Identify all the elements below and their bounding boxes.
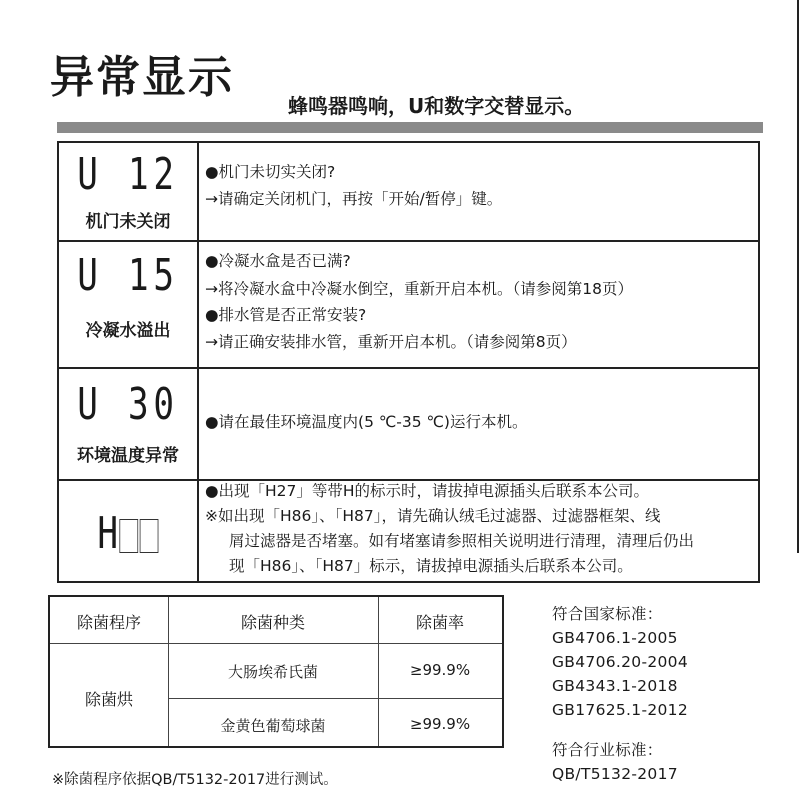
error-description: [205, 369, 754, 479]
error-code-cell: [59, 242, 199, 367]
standard-item: GB4706.20-2004: [552, 653, 688, 671]
header-divider: [57, 122, 763, 133]
error-description: [205, 481, 754, 583]
error-code-display: [74, 508, 182, 559]
sterilization-rate: ≥99.9%: [409, 661, 471, 679]
standard-item: GB4706.1-2005: [552, 629, 678, 647]
page-subtitle: 蜂鸣器鸣响，U和数字交替显示。: [288, 94, 585, 118]
error-description: [205, 242, 754, 367]
desc-line: →请确定关闭机门，再按「开始/暂停」键。: [205, 190, 503, 208]
sterilization-table: [48, 595, 504, 748]
national-standards-title: 符合国家标准：: [552, 605, 663, 623]
bacteria-type: 大肠埃希氏菌: [227, 663, 318, 681]
desc-line: ●请在最佳环境温度内(5 ℃-35 ℃)运行本机。: [205, 413, 528, 431]
error-row-h: [59, 481, 758, 583]
error-code-cell: [59, 369, 199, 479]
error-row-u15: [59, 242, 758, 369]
error-code-label: 冷凝水溢出: [85, 321, 171, 341]
desc-line: ※如出现「H86」、「H87」，请先确认绒毛过滤器、过滤器框架、线: [205, 507, 661, 525]
error-code-label: 机门未关闭: [85, 212, 171, 232]
error-code-label: 环境温度异常: [77, 446, 179, 466]
desc-line: ●机门未切实关闭?: [205, 163, 336, 181]
error-code-cell: [59, 481, 199, 583]
table-divider: [50, 643, 502, 644]
desc-line: →将冷凝水盒中冷凝水倒空，重新开启本机。（请参阅第18页）: [205, 280, 633, 298]
desc-line: →请正确安装排水管，重新开启本机。（请参阅第8页）: [205, 333, 577, 351]
sterilization-program: 除菌烘: [84, 690, 133, 709]
desc-line: ●出现「H27」等带H的标示时，请拔掉电源插头后联系本公司。: [205, 482, 650, 500]
placeholder-digit-box: [140, 519, 159, 553]
error-code-display: U 15: [77, 250, 179, 301]
table-header: 除菌程序: [76, 613, 141, 632]
table-header: 除菌率: [415, 613, 464, 632]
desc-line: ●排水管是否正常安装?: [205, 306, 367, 324]
placeholder-digit-box: [120, 519, 139, 553]
error-code-display: U 30: [77, 379, 179, 430]
standard-item: QB/T5132-2017: [552, 765, 678, 783]
desc-line: 现「H86」、「H87」标示，请拔掉电源插头后联系本公司。: [229, 557, 633, 575]
sterilization-rate: ≥99.9%: [409, 715, 471, 733]
standard-item: GB17625.1-2012: [552, 701, 688, 719]
desc-line: 屑过滤器是否堵塞。如有堵塞请参照相关说明进行清理，清理后仍出: [229, 532, 695, 550]
error-code-display: U 12: [77, 149, 179, 200]
error-display-table: [57, 141, 760, 583]
page-title: 异常显示: [50, 52, 234, 103]
error-row-u12: [59, 143, 758, 242]
sterilization-note: ※除菌程序依据QB/T5132-2017进行测试。: [52, 772, 338, 788]
bacteria-type: 金黄色葡萄球菌: [220, 717, 326, 735]
error-row-u30: [59, 369, 758, 481]
h-code-letter: H: [97, 508, 119, 559]
table-divider: [168, 698, 502, 699]
error-description: [205, 143, 754, 240]
industry-standards-title: 符合行业标准：: [552, 741, 663, 759]
error-code-cell: [59, 143, 199, 240]
desc-line: ●冷凝水盒是否已满?: [205, 252, 351, 270]
page-edge-line: [797, 0, 799, 553]
standard-item: GB4343.1-2018: [552, 677, 678, 695]
standards-list: [552, 602, 752, 786]
table-header: 除菌种类: [240, 613, 305, 632]
